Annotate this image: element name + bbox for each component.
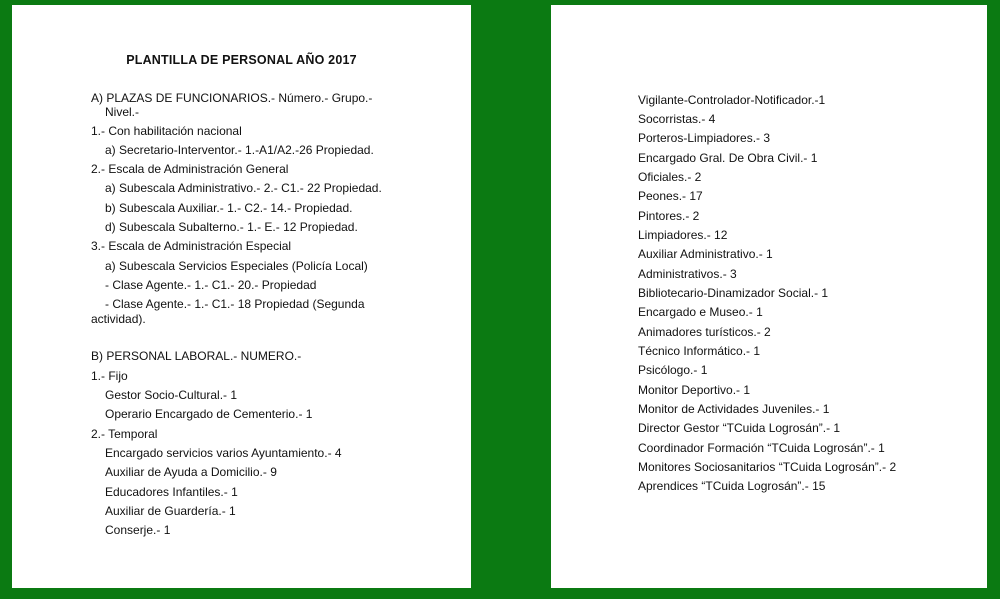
list-item: Psicólogo.- 1 — [638, 363, 708, 377]
list-item: Gestor Socio-Cultural.- 1 — [105, 388, 238, 402]
list-item: Oficiales.- 2 — [638, 170, 702, 184]
item-subescala-auxiliar: b) Subescala Auxiliar.- 1.- C2.- 14.- Propiedad. — [105, 201, 353, 215]
list-item: Encargado Gral. De Obra Civil.- 1 — [638, 151, 818, 165]
funcionarios-header: A) PLAZAS DE FUNCIONARIOS.- Número.- Grupo.- — [91, 91, 373, 105]
list-item: Pintores.- 2 — [638, 209, 700, 223]
list-item: Limpiadores.- 12 — [638, 228, 728, 242]
section-administracion-general: 2.- Escala de Administración General — [91, 162, 289, 176]
list-item: Socorristas.- 4 — [638, 112, 716, 126]
list-item: Porteros-Limpiadores.- 3 — [638, 131, 771, 145]
item-secretario-interventor: a) Secretario-Interventor.- 1.-A1/A2.-26 Propiedad. — [105, 143, 374, 157]
item-clase-agente-2-continued: actividad). — [91, 312, 146, 326]
item-subescala-administrativo: a) Subescala Administrativo.- 2.- C1.- 22 Propiedad. — [105, 181, 382, 195]
document-title: PLANTILLA DE PERSONAL AÑO 2017 — [126, 53, 357, 67]
laboral-header: B) PERSONAL LABORAL.- NUMERO.- — [91, 349, 302, 363]
list-item: Técnico Informático.- 1 — [638, 344, 761, 358]
list-item: Director Gestor “TCuida Logrosán”.- 1 — [638, 421, 841, 435]
section-administracion-especial: 3.- Escala de Administración Especial — [91, 239, 292, 253]
right-document-page — [551, 5, 987, 588]
list-item: Monitor Deportivo.- 1 — [638, 383, 751, 397]
list-item: Monitor de Actividades Juveniles.- 1 — [638, 402, 830, 416]
item-clase-agente-2: - Clase Agente.- 1.- C1.- 18 Propiedad (Segunda — [105, 297, 365, 311]
list-item: Monitores Sociosanitarios “TCuida Logrosán”.- 2 — [638, 460, 897, 474]
list-item: Encargado servicios varios Ayuntamiento.- 4 — [105, 446, 342, 460]
list-item: Auxiliar de Guardería.- 1 — [105, 504, 236, 518]
list-item: Auxiliar Administrativo.- 1 — [638, 247, 773, 261]
list-item: Educadores Infantiles.- 1 — [105, 485, 238, 499]
list-item: Auxiliar de Ayuda a Domicilio.- 9 — [105, 465, 277, 479]
list-item: Bibliotecario-Dinamizador Social.- 1 — [638, 286, 829, 300]
list-item: Administrativos.- 3 — [638, 267, 737, 281]
list-item: Vigilante-Controlador-Notificador.-1 — [638, 93, 826, 107]
list-item: Encargado e Museo.- 1 — [638, 305, 763, 319]
item-servicios-especiales: a) Subescala Servicios Especiales (Policía Local) — [105, 259, 368, 273]
list-item: Coordinador Formación “TCuida Logrosán”.- 1 — [638, 441, 885, 455]
section-habilitacion-nacional: 1.- Con habilitación nacional — [91, 124, 242, 138]
section-temporal: 2.- Temporal — [91, 427, 158, 441]
item-subescala-subalterno: d) Subescala Subalterno.- 1.- E.- 12 Propiedad. — [105, 220, 358, 234]
funcionarios-header-continued: Nivel.- — [105, 105, 140, 119]
list-item: Peones.- 17 — [638, 189, 703, 203]
list-item: Operario Encargado de Cementerio.- 1 — [105, 407, 313, 421]
section-fijo: 1.- Fijo — [91, 369, 128, 383]
list-item: Animadores turísticos.- 2 — [638, 325, 771, 339]
list-item: Aprendices “TCuida Logrosán”.- 15 — [638, 479, 826, 493]
left-document-page — [12, 5, 471, 588]
item-clase-agente-1: - Clase Agente.- 1.- C1.- 20.- Propiedad — [105, 278, 317, 292]
list-item: Conserje.- 1 — [105, 523, 171, 537]
